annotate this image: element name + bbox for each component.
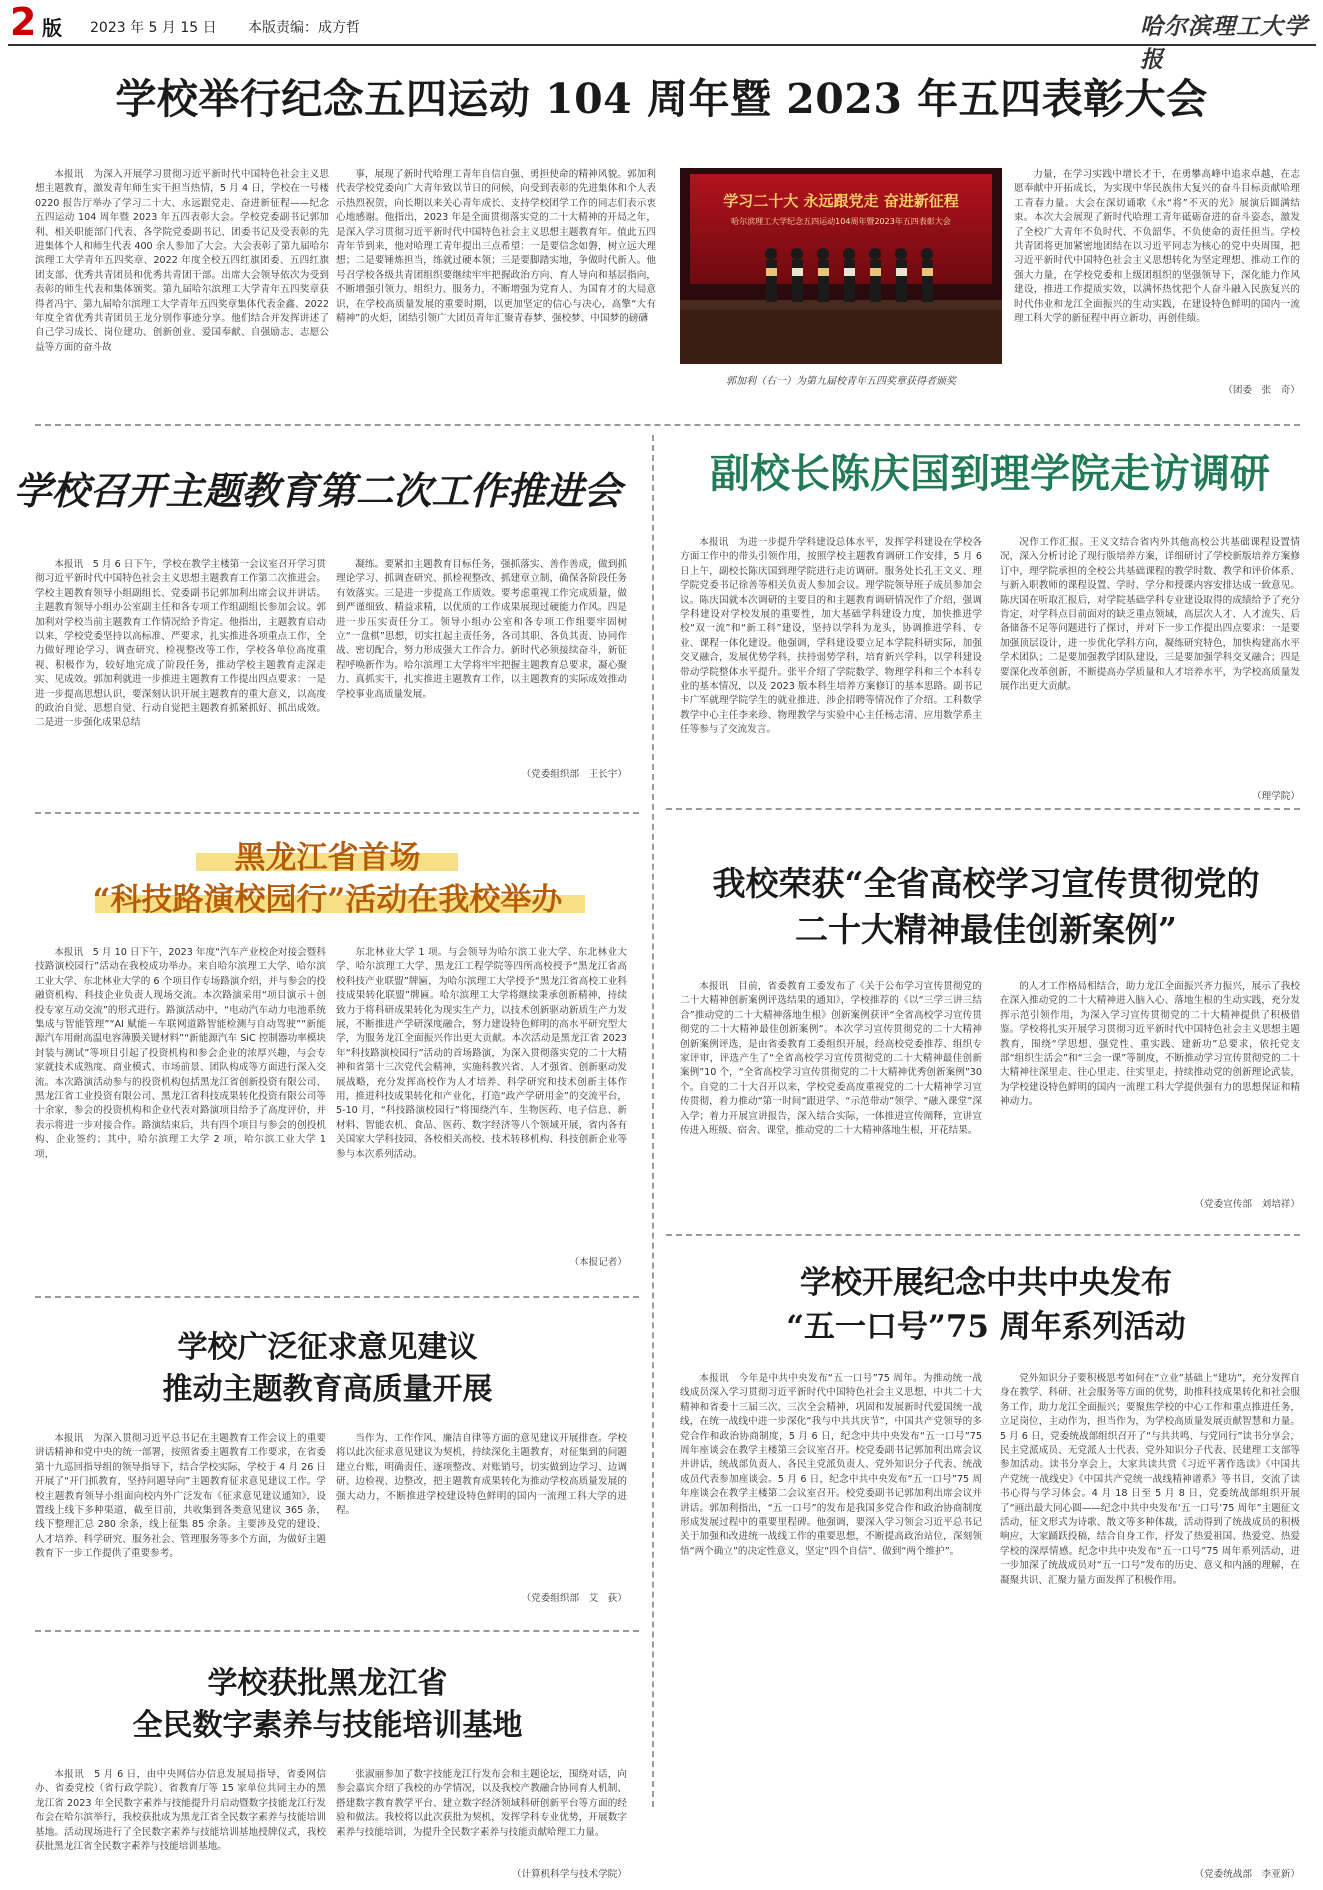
sec3-column-1: 本报讯 为进一步提升学科建设总体水平，发挥学科建设在学校各方面工作中的带头引领作用，按照学校主题教育调研工作安排，5 月 6 日上午，副校长陈庆国到理学院进行走访调研。服务处长孔王文义、理学院党委书记徐善等相关负责人参加会议。理学院领导班子成员参加会议。陈庆国就本次调研的主要目的和主题教育调研情况作了介绍，强调学科建设对学校发展的重要性，加大基础学科建设力度，加快推进学校“双一流”和“新工科”建设，坚持以学科为龙头，协调推进学科、专业、课程一体化建设。他强调，学科建设要立足本学院科研实际，加强交叉融合，发展优势学科，扶持弱势学科，培育新兴学科，以学科建设带动学院整体水平提升。张平介绍了学院数学、物理学科和三个本科专业的基本情况，以及 2023 版本科生培养方案修订的基本思路。副书记卡广军就理学院学生的就业推进、涉企招聘等情况作了介绍。工科数学教学中心主任李来珍、物理教学与实验中心主任杨志清、应用数学系主任等参与了交流发言。 xyxy=(680,537,982,736)
divider xyxy=(35,812,639,814)
sec4-column-1: 本报讯 5 月 10 日下午，2023 年度“汽车产业校企对接会暨科技路演校园行”活动在我校成功举办。来自哈尔滨理工大学、哈尔滨工业大学、东北林业大学的 6 个项目作专场路演介绍，并与参会的投融资机构、科技企业负责人现场交流。本次路演采用“项目演示＋创投专家互动交流”的形式进行。路演活动中，“电动汽车动力电池系统集成与智能管理”“AI 赋能－车联网道路智能检测与自动驾驶”“新能源汽车用耐高温电容薄膜关键材料”“新能源汽车 SiC 控制器功率模块封装与测试”等项目引起了投资机构和参会企业的浓厚兴趣，与会专家就技术成熟度、商业模式、市场前景、团队构成等方面进行深入交流。本次路演活动参与的投资机构包括黑龙江省创新投资有限公司、黑龙江省工业投资有限公司、黑龙江省科技成果转化投资有限公司等十余家，参会的投资机构和企业代表对路演项目给予了高度评价，并表示将进一步对接合作。路演结束后，共有四个项目与参会的创投机构、企业签约；其中，哈尔滨理工大学 2 项，哈尔滨工业大学 1 项， xyxy=(35,947,326,1160)
divider xyxy=(35,424,1300,426)
sec6-column-1: 本报讯 为深入贯彻习近平总书记在主题教育工作会议上的重要讲话精神和党中央的统一部署，按照省委主题教育工作要求，在省委第十九巡回指导组的领导指导下，结合学校实际，学校于 4 月 26 日开展了“开门抓教育，坚持问题导向”主题教育征求意见建议工作。学校主题教育领导小组面向校内外广泛发布《征求意见建议通知》，设置线上线下多种渠道，截至目前，共收集到各类意见建议 365 条，线下整理汇总 280 余条，线上征集 85 余条。主要涉及党的建设、人才培养、科学研究、服务社会、管理服务等多个方面，为做好主题教育下一步工作提供了重要参考。 xyxy=(35,1433,326,1560)
sec4-headline-line-1: 黑龙江省首场 xyxy=(234,840,421,876)
page-number: 2 xyxy=(10,0,37,44)
sec8-column-1: 本报讯 5 月 6 日，由中央网信办信息发展局指导，省委网信办、省委党校（省行政学院）、省教育厅等 15 家单位共同主办的黑龙江省 2023 年全民数字素养与技能提升月启动暨数字技能龙江行发布会在哈尔滨举行，我校获批成为黑龙江省全民数字素养与技能培训基地。活动现场进行了全民数字素养与技能培训基地授牌仪式，我校获批黑龙江省全民数字素养与技能培训基地。 xyxy=(35,1769,326,1853)
divider xyxy=(666,1234,1300,1236)
sec5-column-1: 本报讯 目前，省委教育工委发布了《关于公布学习宣传贯彻党的二十大精神创新案例评选结果的通知》，学校推荐的《以“三学三讲三结合”推动党的二十大精神落地生根》创新案例获评“全省高校学习宣传贯彻党的二十大精神最佳创新案例”。本次学习宣传贯彻党的二十大精神创新案例评选，是由省委教育工委组织开展，经高校党委推荐、组织专家评审，评选产生了“全省高校学习宣传贯彻党的二十大精神最佳创新案例”10 个，“全省高校学习宣传贯彻党的二十大精神优秀创新案例”30 个。自党的二十大召开以来，学校党委高度重视党的二十大精神学习宣传贯彻，着力推动“第一时间”跟进学、“示范带动”领学、“融入课堂”深入学；着力开展宣讲报告，深入结合实际，一体推进宣传阐释，宣讲宣传进入班级、宿舍、课堂，推动党的二十大精神落地生根，开花结果。 xyxy=(680,981,982,1137)
page-editor: 本版责编：成方哲 xyxy=(248,20,360,36)
sec8-headline-line-1: 学校获批黑龙江省 xyxy=(207,1666,448,1701)
divider xyxy=(652,435,654,1807)
sec5-headline-line-2: 二十大精神最佳创新案例” xyxy=(795,910,1177,949)
sec7-column-2: 党外知识分子要积极思考如何在“立业”基础上“建功”，充分发挥自身在教学、科研、社会服务等方面的优势，助推科技成果转化和社会服务工作，助力龙江全面振兴；要聚焦学校的中心工作和重点推进任务，立足岗位，主动作为，担当作为，为学校高质量发展贡献智慧和力量。5 月 6 日，党委统战部组织召开了“与共共鸣、与党同行”读书分享会，民主党派成员、无党派人士代表、党外知识分子代表、民建理工支部等参加活动。读书分享会上，大家共读共赏《习近平著作选读》《中国共产党统一战线史》《中国共产党统一战线精神谱系》等书目，交流了读书心得与学习体会。4 月 18 日至 5 月 8 日，党委统战部组织开展了“画出最大同心圆——纪念中共中央发布‘五一口号’75 周年”主题征文活动，征文形式为诗歌、散文等多种体裁，活动得到了统战成员的积极响应，大家踊跃投稿，结合自身工作，抒发了热爱祖国、热爱党、热爱学校的深厚情感。纪念中共中央发布“五一口号”75 周年系列活动，进一步加深了统战成员对“五一口号”发布的历史、意义和内涵的理解，在凝聚共识、汇聚力量方面发挥了积极作用。 xyxy=(1000,1373,1300,1586)
lead-photo xyxy=(680,168,1002,364)
divider xyxy=(35,1630,639,1632)
masthead-rule xyxy=(8,44,1316,46)
sec4-headline-line-2: “科技路演校园行”活动在我校举办 xyxy=(92,882,563,918)
sec8-byline: （计算机科学与技术学院） xyxy=(511,1869,627,1880)
issue-date: 2023 年 5 月 15 日 xyxy=(90,20,217,36)
sec2-column-1: 本报讯 5 月 6 日下午，学校在教学主楼第一会议室召开学习贯彻习近平新时代中国特色社会主义思想主题教育工作第二次推进会。学校主题教育领导小组副组长、党委副书记郭加利出席会议并讲话。主题教育领导小组办公室副主任和各专项工作组副组长参加会议。郭加利对学校当前主题教育工作情况给予肯定。他指出，主题教育启动以来，学校党委坚持以高标准、严要求，扎实推进各项重点工作，全力做好理论学习、调查研究、检视整改等工作，学校各单位高度重视、积极作为，较好地完成了阶段任务，推动学校主题教育走深走实、见成效。郭加利就进一步推进主题教育工作提出四点要求：一是进一步提高思想认识，要深刻认识开展主题教育的重大意义，以高度的政治自觉、思想自觉、行动自觉把主题教育抓紧抓好、抓出成效。二是进一步强化成果总结 xyxy=(35,559,326,729)
sec4-column-2: 东北林业大学 1 项。与会领导为哈尔滨工业大学、东北林业大学、哈尔滨理工大学、黑龙江工程学院等四所高校授予“黑龙江省高校科技产业联盟”牌匾，为哈尔滨理工大学授予“黑龙江省高校工业科技成果转化联盟”牌匾。哈尔滨理工大学将继续秉承创新精神，持续致力于将科研成果转化为现实生产力，以技术创新驱动新质生产力发展，不断推进产学研深度融合，努力建设特色鲜明的高水平研究型大学，为服务龙江全面振兴作出更大贡献。本次活动是黑龙江省 2023 年“科技路演校园行”活动的首场路演，为深入贯彻落实党的二十大精神和省第十三次党代会精神，实施科教兴省、人才强省、创新驱动发展战略，充分发挥高校作为人才培养、科学研究和技术创新主体作用，推进科技成果转化和产业化，打造“政产学研用金”的交流平台，5-10 月，“科技路演校园行”将围绕汽车、生物医药、电子信息、新材料、智能农机、食品、医药、数字经济等八个领域开展，省内各有关国家大学科技园、各校相关高校、技术转移机构、科技创新企业等参与本次系列活动。 xyxy=(336,947,627,1160)
sec8-headline-line-2: 全民数字素养与技能培训基地 xyxy=(132,1708,523,1743)
divider xyxy=(35,1296,639,1298)
sec2-headline: 学校召开主题教育第二次工作推进会 xyxy=(13,468,622,513)
lead-column-2: 事，展现了新时代哈理工青年自信自强、勇担使命的精神风貌。郭加利代表学校党委向广大青年致以节日的问候，向受到表彰的先进集体和个人表示热烈祝贺，向长期以来关心青年成长、支持学校团学工作的同志们表示衷心地感谢。他指出，2023 年是全面贯彻落实党的二十大精神的开局之年，是深入学习贯彻习近平新时代中国特色社会主义思想主题教育年。值此五四青年节到来，他对哈理工青年提出三点希望：一是要信念如磐，树立远大理想；二是要锤炼担当，练就过硬本领；三是要脚踏实地，争做时代新人。他号召学校各级共青团组织要继续牢牢把握政治方向、育人导向和基层指向，不断增强引领力、组织力、服务力，不断增强为党育人、为国育才的大局意识，在学校高质量发展的重要时期，以更加坚定的信心与决心，高擎“大有精神”的火炬，团结引领广大团员青年汇聚青春梦、强校梦、中国梦的磅礴 xyxy=(336,169,656,325)
sec7-headline-line-2: “五一口号”75 周年系列活动 xyxy=(786,1309,1186,1345)
sec5-headline-line-1: 我校荣获“全省高校学习宣传贯彻党的 xyxy=(712,864,1260,903)
lead-byline: （团委 张 奇） xyxy=(1223,385,1300,396)
lead-column-4: 力量，在学习实践中增长才干，在勇攀高峰中追求卓越，在志愿奉献中开拓成长，为实现中华民族伟大复兴的奋斗目标贡献哈理工青春力量。大会在深切诵歌《永“将”不灭的光》展演后圆满结束。本次大会展现了新时代哈理工青年砥砺奋进的奋斗姿态，激发了全校广大青年不负时代、不负韶华、不负使命的责任担当。学校共青团将更加紧密地团结在以习近平同志为核心的党中央周围，把习近平新时代中国特色社会主义思想转化为坚定理想、推动工作的强大力量，在学校党委和上级团组织的坚强领导下，深化能力作风建设，推进工作提质实效，以满怀热忱把个人奋斗融入民族复兴的时代伟业和龙江全面振兴的生动实践，在建设特色鲜明的国内一流理工科大学的新征程中再立新功、再创佳绩。 xyxy=(1014,169,1300,325)
sec5-column-2: 的人才工作格局相结合，助力龙江全面振兴齐力振兴，展示了我校在深入推动党的二十大精神进入脑入心、落地生根的生动实践，充分发挥示范引领作用，为深入学习宣传贯彻党的二十大精神提供了积极借鉴。学校将扎实开展学习贯彻习近平新时代中国特色社会主义思想主题教育，围绕“学思想、强党性、重实践、建新功”总要求，依托党支部“组织生活会”和“三会一课”等制度，不断推动学习宣传贯彻党的二十大精神往深里走、往心里走、往实里走，持续推动党的创新理论武装，为学校建设特色鲜明的国内一流理工科大学提供强有力的思想保证和精神动力。 xyxy=(1000,981,1300,1108)
sec6-headline-line-1: 学校广泛征求意见建议 xyxy=(177,1330,478,1365)
lead-headline: 学校举行纪念五四运动 104 周年暨 2023 年五四表彰大会 xyxy=(115,75,1208,123)
banner-subtitle: 哈尔滨理工大学纪念五四运动104周年暨2023年五四表彰大会 xyxy=(731,217,951,226)
sec3-headline: 副校长陈庆国到理学院走访调研 xyxy=(710,450,1270,497)
lead-column-1: 本报讯 为深入开展学习贯彻习近平新时代中国特色社会主义思想主题教育，激发青年师生实干担当热情，5 月 4 日，学校在一号楼 0220 报告厅举办了学习二十大、永远跟党走、奋进新征程——纪念五四运动 104 周年暨 2023 年五四表彰大会。学校党委副书记郭加利、相关职能部门代表、各学院党委副书记、团委书记及受表彰的先进集体个人和师生代表 400 余人参加了大会。大会表彰了第九届哈尔滨理工大学青年五四奖章、2022 年度全校五四红旗团委、五四红旗团支部、优秀共青团员和优秀共青团干部。出席大会领导依次为受到表彰的师生代表和集体颁奖。第九届哈尔滨理工大学青年五四奖章获得者冯宇、第九届哈尔滨理工大学青年五四奖章集体代表金鑫、2022 年度全省优秀共青团员王龙分别作事迹分享。他们结合并发挥讲述了自己学习成长、岗位建功、创新创业、爱国奉献、自强励志、志愿公益等方面的奋斗故 xyxy=(35,169,329,353)
sec2-byline: （党委组织部 王长宇） xyxy=(521,769,627,780)
banner-slogan: 学习二十大 永远跟党走 奋进新征程 xyxy=(723,192,959,210)
sec7-headline-line-1: 学校开展纪念中共中央发布 xyxy=(800,1265,1172,1301)
sec5-byline: （党委宣传部 刘培祥） xyxy=(1194,1199,1300,1210)
divider xyxy=(666,808,1300,810)
sec3-byline: （理学院） xyxy=(1252,791,1300,802)
sec6-byline: （党委组织部 艾 荻） xyxy=(521,1593,627,1604)
sec2-column-2: 凝练。要紧扣主题教育目标任务，强抓落实、善作善成，做到抓理论学习、抓调查研究、抓检视整改、抓建章立制，确保各阶段任务有效落实。三是进一步提高工作质效。要考虑重视工作完成质量，做到严谨细致、精益求精，以优质的工作成果展现过硬能力作风。四是进一步压实责任分工。领导小组办公室和各专项工作组要牢固树立“一盘棋”思想，切实扛起主责任务，各司其职、各负其责、协同作战、密切配合，努力形成强大工作合力。新时代必须接续奋斗，新征程呼唤新作为。哈尔滨理工大学将牢牢把握主题教育总要求，凝心聚力、真抓实干，扎实推进主题教育工作，以主题教育的实际成效推动学校事业高质量发展。 xyxy=(336,559,627,700)
sec8-column-2: 张淑丽参加了数字技能龙江行发布会和主题论坛，围绕对话，向参会嘉宾介绍了我校的办学情况，以及我校产教融合协同育人机制、搭建数字教育教学平台、建立数字经济领域科研创新平台等方面的经验和做法。我校将以此次获批为契机，发挥学科专业优势，开展数字素养与技能培训，为提升全民数字素养与技能贡献哈理工力量。 xyxy=(336,1769,627,1838)
lead-photo-caption: 郭加利（右一）为第九届校青年五四奖章获得者颁奖 xyxy=(726,376,956,387)
sec4-byline: （本报记者） xyxy=(569,1257,627,1268)
sec7-column-1: 本报讯 今年是中共中央发布“五一口号”75 周年。为推动统一战线成员深入学习贯彻习近平新时代中国特色社会主义思想，中共二十大精神和省委十三届三次、三次全会精神，巩固和发展新时代爱国统一战线，在统一战线中进一步深化“我与中共共庆节”，中国共产党领导的多党合作和政治协商制度，5 月 6 日，纪念中共中央发布“五一口号”75 周年座谈会在教学主楼第三会议室召开。校党委副书记郭加利出席会议并讲话，统战部负责人、各民主党派负责人、党外知识分子代表、统战成员代表参加座谈会。5 月 6 日，纪念中共中央发布“五一口号”75 周年座谈会在教学主楼第二会议室召开。校党委副书记郭加利出席会议并讲话。郭加利指出，“五一口号”的发布是我国多党合作和政治协商制度形成发展过程中的重要里程碑。他强调，要深入学习领会习近平总书记关于加强和改进统一战线工作的重要思想，不断提高政治站位，深刻领悟“两个确立”的决定性意义，坚定“四个自信”、做到“两个维护”。 xyxy=(680,1373,982,1557)
sec6-column-2: 当作为、工作作风、廉洁自律等方面的意见建议开展排查。学校将以此次征求意见建议为契机，持续深化主题教育，对征集到的问题建立台账，明确责任、逐项整改、对账销号，切实做到边学习、边调研、边检视、边整改，把主题教育成果转化为推动学校高质量发展的强大动力，不断推进学校建设特色鲜明的国内一流理工科大学的进程。 xyxy=(336,1433,627,1517)
masthead xyxy=(0,0,1323,73)
page-unit: 版 xyxy=(42,16,62,40)
sec7-byline: （党委统战部 李亚新） xyxy=(1194,1869,1300,1880)
sec3-column-2: 况作工作汇报。王义文结合省内外其他高校公共基础课程设置情况，深入分析讨论了现行版培养方案，详细研讨了学校新版培养方案修订中，理学院承担的全校公共基础课程的教学时数、教学和评价体系、与新入职教师的课程设置、学时、学分和授课内容安排达成一致意见。陈庆国在听取汇报后，对学院基础学科专业建设取得的成绩给予了充分肯定，对学科点目前面对的缺乏重点领域，高层次人才、人才流失、后备储备不足等问题进行了探讨，并对下一步工作提出四点要求：一是要加强顶层设计，进一步优化学科方向，凝练研究特色，加快构建高水平学术团队；二是要加强教学团队建设，三是要加强学科交叉融合；四是要深化改革创新，不断提高办学质量和人才培养水平，为学校高质量发展作出更大贡献。 xyxy=(1000,537,1300,693)
sec6-headline-line-2: 推动主题教育高质量开展 xyxy=(162,1372,493,1407)
paper-name: 哈尔滨理工大学报 xyxy=(1140,13,1308,73)
